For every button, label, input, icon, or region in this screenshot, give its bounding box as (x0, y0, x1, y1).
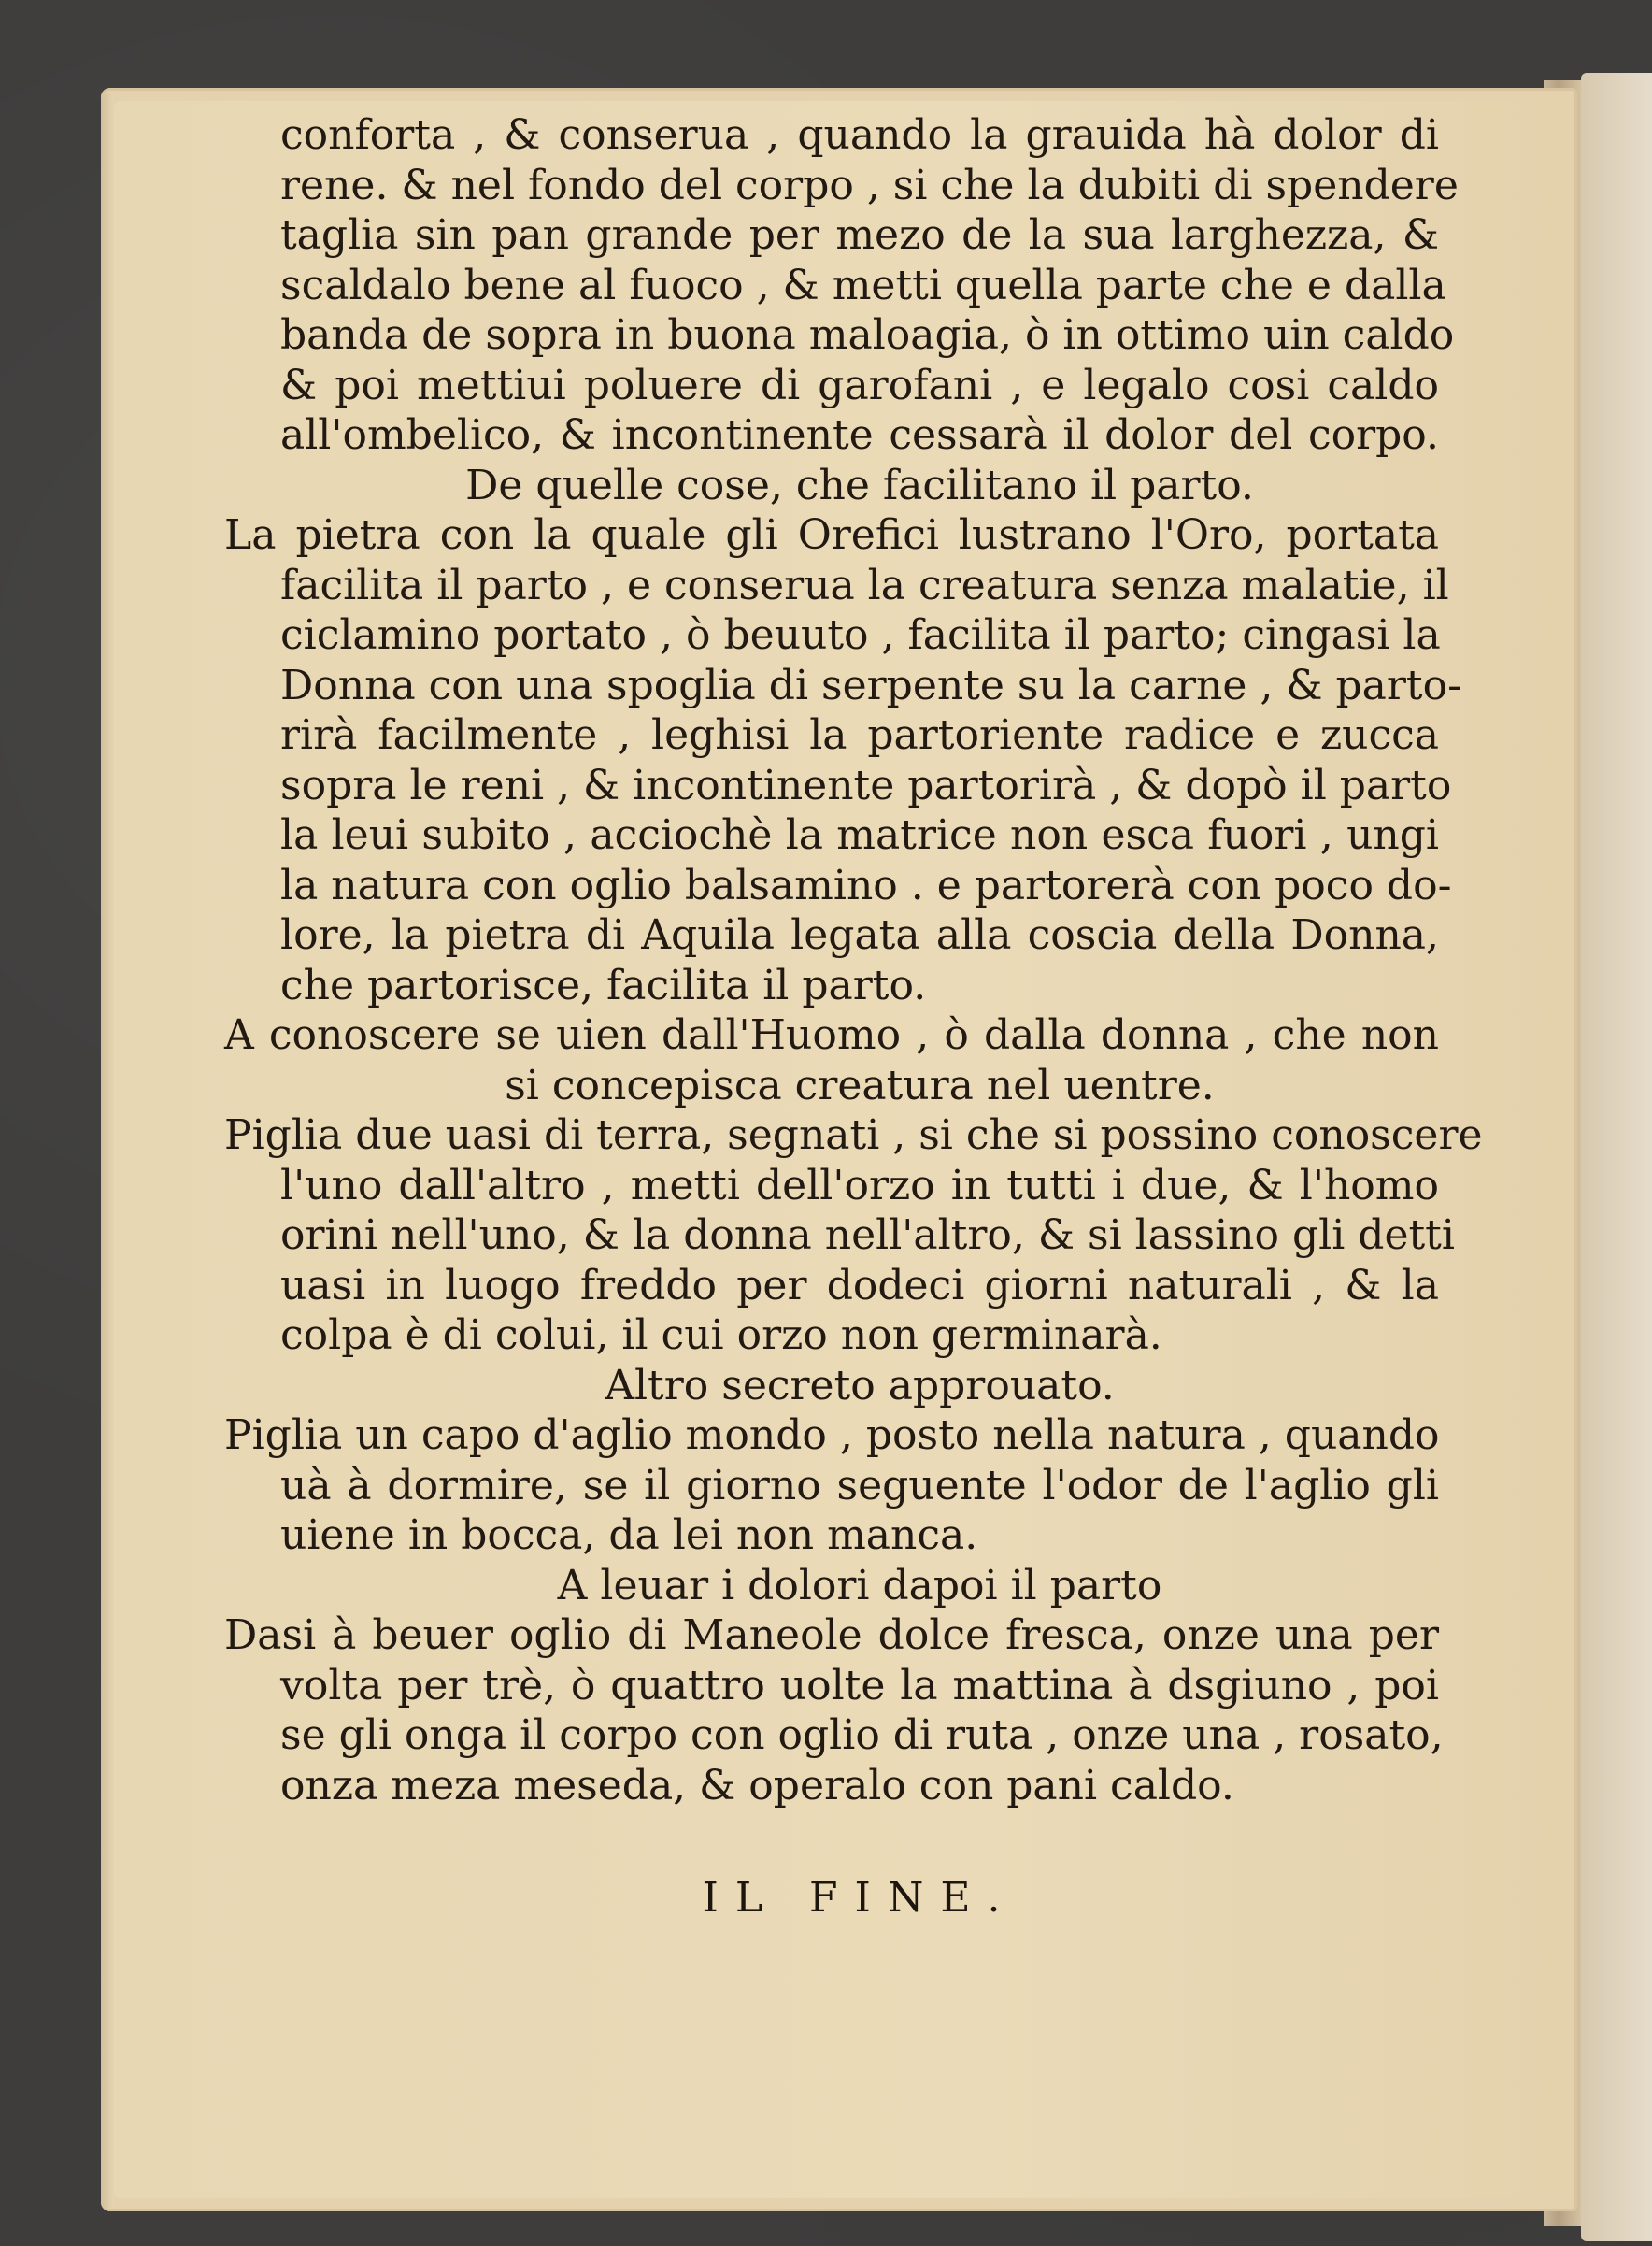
page-left-edge (101, 93, 114, 2208)
text-line: l'uno dall'altro , metti dell'orzo in tutti i due, & l'homo (280, 1161, 1439, 1209)
text-line: & poi mettiui poluere di garofani , e legalo cosi caldo (280, 361, 1439, 409)
text-line: uasi in luogo freddo per dodeci giorni naturali , & la (280, 1261, 1439, 1309)
text-line: Donna con una spoglia di serpente su la carne , & parto- (280, 661, 1461, 709)
section-heading: A leuar i dolori dapoi il parto (557, 1561, 1162, 1609)
text-line: Piglia un capo d'aglio mondo , posto nella natura , quando (224, 1411, 1440, 1459)
text-line: uiene in bocca, da lei non manca. (280, 1511, 978, 1559)
text-line: orini nell'uno, & la donna nell'altro, & si lassino gli detti (280, 1211, 1455, 1259)
text-line: all'ombelico, & incontinente cessarà il dolor del corpo. (280, 411, 1439, 459)
text-line: ciclamino portato , ò beuuto , facilita il parto; cingasi la (280, 611, 1441, 659)
text-line: uà à dormire, se il giorno seguente l'odor de l'aglio gli (280, 1461, 1439, 1509)
text-line: rirà facilmente , leghisi la partoriente radice e zucca (280, 711, 1439, 759)
text-line: scaldalo bene al fuoco , & metti quella parte che e dalla (280, 261, 1446, 309)
text-line: lore, la pietra di Aquila legata alla coscia della Donna, (280, 911, 1439, 959)
text-line: rene. & nel fondo del corpo , si che la dubiti di spendere (280, 161, 1459, 209)
text-line: volta per trè, ò quattro uolte la mattina à dsgiuno , poi (280, 1661, 1439, 1710)
section-heading: De quelle cose, che facilitano il parto. (465, 461, 1254, 509)
facing-page-edge (1581, 73, 1652, 2241)
text-line: conforta , & conserua , quando la grauida hà dolor di (280, 111, 1439, 159)
text-line: Dasi à beuer oglio di Maneole dolce fresca, onze una per (224, 1611, 1439, 1659)
text-line: facilita il parto , e conserua la creatura senza malatie, il (280, 561, 1449, 609)
text-line: colpa è di colui, il cui orzo non germinarà. (280, 1311, 1162, 1359)
text-line: taglia sin pan grande per mezo de la sua larghezza, & (280, 211, 1439, 259)
section-heading-continued: si concepisca creatura nel uentre. (505, 1061, 1215, 1109)
text-line: La pietra con la quale gli Orefici lustrano l'Oro, portata (224, 511, 1439, 559)
text-line: banda de sopra in buona maloagia, ò in ottimo uin caldo (280, 311, 1455, 359)
page-text (224, 110, 1483, 1810)
text-line: onza meza meseda, & operalo con pani caldo. (280, 1761, 1234, 1810)
text-line: sopra le reni , & incontinente partorirà , & dopò il parto (280, 761, 1452, 809)
text-line: la leui subito , acciochè la matrice non esca fuori , ungi (280, 811, 1439, 859)
text-line: se gli onga il corpo con oglio di ruta , onze una , rosato, (280, 1711, 1444, 1759)
text-line: che partorisce, facilita il parto. (280, 961, 927, 1009)
section-heading: A conoscere se uien dall'Huomo , ò dalla donna , che non (224, 1011, 1439, 1059)
section-heading: Altro secreto approuato. (605, 1361, 1115, 1409)
end-mark: IL FINE. (702, 1874, 1018, 1922)
text-line: la natura con oglio balsamino . e partorerà con poco do- (280, 861, 1452, 909)
text-line: Piglia due uasi di terra, segnati , si che si possino conoscere (224, 1111, 1483, 1159)
